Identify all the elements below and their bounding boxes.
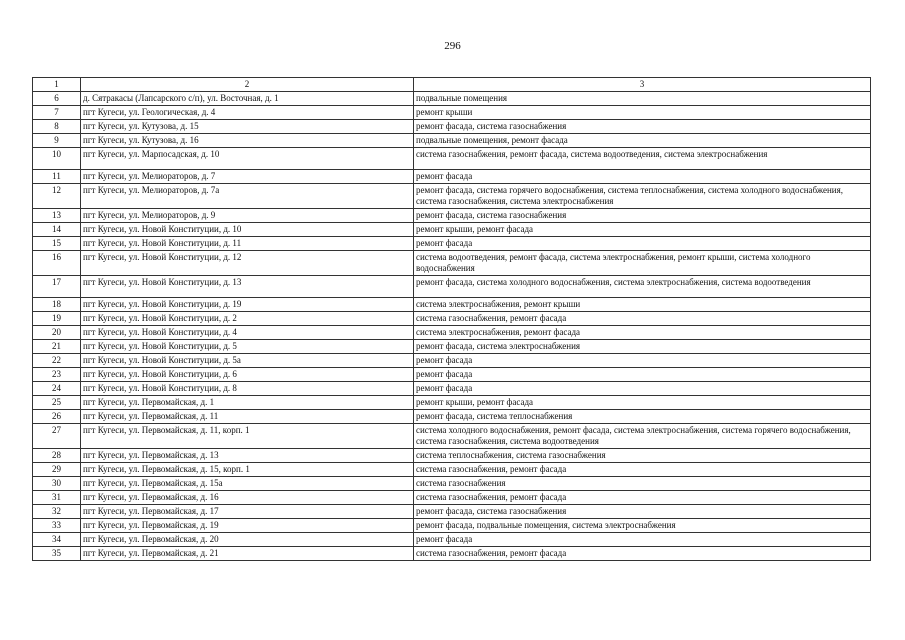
row-number-cell: 31	[33, 491, 81, 505]
table-row	[33, 209, 871, 223]
table-row	[33, 396, 871, 410]
works-cell: ремонт фасада, система газоснабжения	[414, 209, 871, 223]
row-number-cell: 7	[33, 106, 81, 120]
works-cell: ремонт фасада, система теплоснабжения	[414, 410, 871, 424]
row-number-cell: 23	[33, 368, 81, 382]
address-cell: пгт Кугеси, ул. Кутузова, д. 15	[81, 120, 414, 134]
table-row	[33, 463, 871, 477]
works-cell: ремонт фасада	[414, 382, 871, 396]
address-cell: пгт Кугеси, ул. Первомайская, д. 19	[81, 519, 414, 533]
works-cell: система газоснабжения, ремонт фасада, система водоотведения, система электроснабжения	[414, 148, 871, 170]
row-number-cell: 14	[33, 223, 81, 237]
row-number-cell: 18	[33, 298, 81, 312]
address-cell: пгт Кугеси, ул. Мелиораторов, д. 7а	[81, 184, 414, 209]
address-cell: пгт Кугеси, ул. Новой Конституции, д. 6	[81, 368, 414, 382]
works-cell: система теплоснабжения, система газоснабжения	[414, 449, 871, 463]
row-number-cell: 13	[33, 209, 81, 223]
address-cell: пгт Кугеси, ул. Первомайская, д. 17	[81, 505, 414, 519]
table-row	[33, 491, 871, 505]
row-number-cell: 10	[33, 148, 81, 170]
works-cell: ремонт фасада	[414, 354, 871, 368]
works-cell: ремонт фасада, система газоснабжения	[414, 505, 871, 519]
table-row	[33, 547, 871, 561]
address-cell: пгт Кугеси, ул. Первомайская, д. 16	[81, 491, 414, 505]
row-number-cell: 19	[33, 312, 81, 326]
works-cell: ремонт фасада	[414, 533, 871, 547]
works-cell: система газоснабжения, ремонт фасада	[414, 547, 871, 561]
works-cell: система электроснабжения, ремонт фасада	[414, 326, 871, 340]
row-number-cell: 22	[33, 354, 81, 368]
address-cell: пгт Кугеси, ул. Мелиораторов, д. 9	[81, 209, 414, 223]
address-cell: пгт Кугеси, ул. Марпосадская, д. 10	[81, 148, 414, 170]
address-cell: д. Сятракасы (Лапсарского с/п), ул. Восточная, д. 1	[81, 92, 414, 106]
table-row	[33, 368, 871, 382]
table-row	[33, 237, 871, 251]
address-cell: пгт Кугеси, ул. Новой Конституции, д. 5	[81, 340, 414, 354]
row-number-cell: 29	[33, 463, 81, 477]
row-number-cell: 16	[33, 251, 81, 276]
works-cell: подвальные помещения	[414, 92, 871, 106]
works-cell: система электроснабжения, ремонт крыши	[414, 298, 871, 312]
works-cell: система водоотведения, ремонт фасада, система электроснабжения, ремонт крыши, система холодного водоснабжения	[414, 251, 871, 276]
works-cell: система газоснабжения, ремонт фасада	[414, 491, 871, 505]
row-number-cell: 11	[33, 170, 81, 184]
row-number-cell: 33	[33, 519, 81, 533]
address-cell: пгт Кугеси, ул. Новой Конституции, д. 5а	[81, 354, 414, 368]
address-cell: пгт Кугеси, ул. Новой Конституции, д. 4	[81, 326, 414, 340]
table-row	[33, 298, 871, 312]
table-header-row	[33, 78, 871, 92]
address-cell: пгт Кугеси, ул. Первомайская, д. 21	[81, 547, 414, 561]
row-number-cell: 21	[33, 340, 81, 354]
table-row	[33, 505, 871, 519]
table-row	[33, 148, 871, 170]
row-number-cell: 25	[33, 396, 81, 410]
address-cell: пгт Кугеси, ул. Геологическая, д. 4	[81, 106, 414, 120]
table-row	[33, 424, 871, 449]
row-number-cell: 6	[33, 92, 81, 106]
works-cell: ремонт крыши	[414, 106, 871, 120]
works-table	[32, 77, 871, 561]
row-number-cell: 28	[33, 449, 81, 463]
address-cell: пгт Кугеси, ул. Первомайская, д. 15а	[81, 477, 414, 491]
row-number-cell: 27	[33, 424, 81, 449]
works-cell: ремонт фасада	[414, 170, 871, 184]
table-row	[33, 276, 871, 298]
address-cell: пгт Кугеси, ул. Мелиораторов, д. 7	[81, 170, 414, 184]
table-row	[33, 106, 871, 120]
works-cell: система газоснабжения, ремонт фасада	[414, 463, 871, 477]
address-cell: пгт Кугеси, ул. Первомайская, д. 11, корп. 1	[81, 424, 414, 449]
table-row	[33, 477, 871, 491]
table-row	[33, 170, 871, 184]
row-number-cell: 32	[33, 505, 81, 519]
table-row	[33, 312, 871, 326]
row-number-cell: 15	[33, 237, 81, 251]
address-cell: пгт Кугеси, ул. Первомайская, д. 15, корп. 1	[81, 463, 414, 477]
row-number-cell: 24	[33, 382, 81, 396]
table-row	[33, 354, 871, 368]
row-number-cell: 12	[33, 184, 81, 209]
row-number-cell: 26	[33, 410, 81, 424]
row-number-cell: 34	[33, 533, 81, 547]
table-row	[33, 326, 871, 340]
works-cell: ремонт фасада, система холодного водоснабжения, система электроснабжения, система водоотведения	[414, 276, 871, 298]
table-row	[33, 92, 871, 106]
column-header-2: 2	[81, 78, 414, 92]
works-cell: система газоснабжения	[414, 477, 871, 491]
address-cell: пгт Кугеси, ул. Новой Конституции, д. 8	[81, 382, 414, 396]
works-cell: система холодного водоснабжения, ремонт фасада, система электроснабжения, система горячего водоснабжения, система газоснабжения, система водоотведения	[414, 424, 871, 449]
table-row	[33, 382, 871, 396]
address-cell: пгт Кугеси, ул. Новой Конституции, д. 10	[81, 223, 414, 237]
table-row	[33, 533, 871, 547]
works-cell: ремонт фасада, система газоснабжения	[414, 120, 871, 134]
address-cell: пгт Кугеси, ул. Новой Конституции, д. 19	[81, 298, 414, 312]
works-cell: ремонт фасада	[414, 368, 871, 382]
table-body	[33, 92, 871, 561]
address-cell: пгт Кугеси, ул. Кутузова, д. 16	[81, 134, 414, 148]
works-cell: подвальные помещения, ремонт фасада	[414, 134, 871, 148]
works-cell: ремонт фасада, система электроснабжения	[414, 340, 871, 354]
works-cell: ремонт фасада	[414, 237, 871, 251]
address-cell: пгт Кугеси, ул. Первомайская, д. 1	[81, 396, 414, 410]
table-row	[33, 449, 871, 463]
works-cell: ремонт крыши, ремонт фасада	[414, 223, 871, 237]
table-row	[33, 120, 871, 134]
table-row	[33, 134, 871, 148]
table-row	[33, 184, 871, 209]
row-number-cell: 30	[33, 477, 81, 491]
address-cell: пгт Кугеси, ул. Новой Конституции, д. 12	[81, 251, 414, 276]
page-number: 296	[444, 40, 461, 52]
address-cell: пгт Кугеси, ул. Первомайская, д. 11	[81, 410, 414, 424]
address-cell: пгт Кугеси, ул. Первомайская, д. 13	[81, 449, 414, 463]
address-cell: пгт Кугеси, ул. Первомайская, д. 20	[81, 533, 414, 547]
works-cell: ремонт фасада, подвальные помещения, система электроснабжения	[414, 519, 871, 533]
table-row	[33, 410, 871, 424]
table-row	[33, 251, 871, 276]
address-cell: пгт Кугеси, ул. Новой Конституции, д. 13	[81, 276, 414, 298]
table-row	[33, 340, 871, 354]
address-cell: пгт Кугеси, ул. Новой Конституции, д. 11	[81, 237, 414, 251]
row-number-cell: 20	[33, 326, 81, 340]
row-number-cell: 9	[33, 134, 81, 148]
column-header-1: 1	[33, 78, 81, 92]
works-cell: система газоснабжения, ремонт фасада	[414, 312, 871, 326]
row-number-cell: 8	[33, 120, 81, 134]
table-row	[33, 223, 871, 237]
works-cell: ремонт фасада, система горячего водоснабжения, система теплоснабжения, система холодного водоснабжения, система газоснабжения, система электроснабжения	[414, 184, 871, 209]
column-header-3: 3	[414, 78, 871, 92]
row-number-cell: 17	[33, 276, 81, 298]
address-cell: пгт Кугеси, ул. Новой Конституции, д. 2	[81, 312, 414, 326]
works-cell: ремонт крыши, ремонт фасада	[414, 396, 871, 410]
table-row	[33, 519, 871, 533]
row-number-cell: 35	[33, 547, 81, 561]
